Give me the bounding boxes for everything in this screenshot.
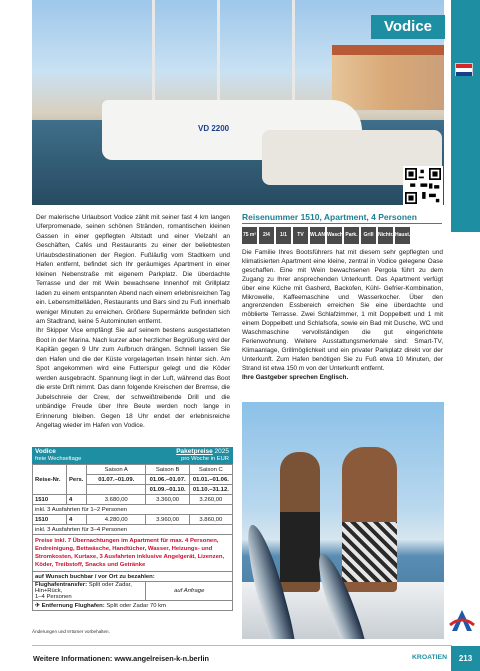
- cell-price-a: 3.680,00: [87, 495, 146, 505]
- col-season-b: Saison B: [146, 465, 189, 475]
- distance-cell: ✈ Entfernung Flughafen: Split oder Zadar 70 km: [33, 601, 233, 611]
- grill-icon: Grill: [361, 227, 376, 244]
- sidebar-band: [451, 82, 480, 232]
- dates-a: [87, 485, 146, 495]
- no-smoking-icon: Nichtr.: [378, 227, 393, 244]
- page-title: Vodice: [371, 15, 445, 39]
- offer-description: [242, 249, 443, 383]
- transfer-price: auf Anfrage: [146, 582, 233, 601]
- inclusive-text: Preise inkl. 7 Übernachtungen im Apartment für max. 4 Personen, Endreinigung, Bettwäsche, Handtücher, Wasser, Heizungs- und Stromkosten, Kurtaxe, 3 Ausfahrten inklusive Angelgerät, Lizenzen, Köder, Treibstoff, Snacks und Getränke: [33, 535, 233, 572]
- col-season-c: Saison C: [189, 465, 232, 475]
- divider: [32, 645, 452, 646]
- croatia-flag-icon: [455, 63, 473, 76]
- intro-text: [36, 213, 230, 430]
- table-price-title: Paketpreise 2025: [176, 448, 229, 455]
- host-language: Ihre Gastgeber sprechen Englisch.: [242, 373, 349, 381]
- disclaimer: Änderungen und Irrtümer vorbehalten.: [32, 629, 110, 634]
- intro-paragraph: Ihr Skipper Vice empfängt Sie auf seinem bestens ausgestatteten Boot in der Marina. Nach kurzer aber herzlicher Begrüßung wird der Kapitän gegen 9 Uhr zum Aufbruch drängen. Schnell lassen Sie den Hafen und die der Küste vorgelagerten Inseln hinter sich. Am Spot angekommen wird eine Futterspur gelegt und die Köder werden ausgebracht. Spannung liegt in der Luft, während das Boot die erste Drift nimmt. Das dann folgende Kreischen der Bremse, die Jubelschreie der Crew, der schweißtreibende Drill und die unbändige Freude über Ihre Beute werden noch lange in Erinnerung bleiben. Gegen 18 Uhr endet der erlebnisreiche Angeltag wieder im Hafen von Vodice.: [36, 327, 230, 429]
- col-season-a: Saison A: [87, 465, 146, 475]
- inclusive-row: [33, 535, 233, 572]
- transfer-cell: Flughafentransfer: Split oder Zadar, Hin+Rück, 1–4 Personen: [33, 582, 146, 601]
- cell-incl: inkl. 3 Ausfahrten für 3–4 Personen: [33, 525, 233, 535]
- table-row: [33, 495, 233, 505]
- dates-c: 01.10.–31.12.: [189, 485, 232, 495]
- table-row-note: [33, 525, 233, 535]
- price-table-header: [32, 447, 233, 464]
- qr-code-icon[interactable]: [403, 166, 443, 206]
- table-row-note: [33, 505, 233, 515]
- tv-icon: TV: [293, 227, 308, 244]
- side-label: KROATIEN – DALMATIEN: [460, 232, 472, 372]
- dates-b: 01.06.–01.07.: [146, 475, 189, 485]
- parking-icon: Park.: [344, 227, 359, 244]
- page-number: 213: [451, 646, 480, 671]
- cell-price-c: 3.260,00: [189, 495, 232, 505]
- area-icon: 75 m²: [242, 227, 257, 244]
- transfer-row: [33, 582, 233, 601]
- beds-icon: 2/4: [259, 227, 274, 244]
- cell-price-b: 3.360,00: [146, 495, 189, 505]
- table-unit: pro Woche in EUR: [181, 456, 229, 462]
- offer-heading: Reisenummer 1510, Apartment, 4 Personen: [242, 212, 417, 222]
- price-table: [32, 447, 233, 611]
- description-text: Die Familie Ihres Bootsführers hat mit diesem sehr gepflegten und klimatisierten Apartment eine kleine, zentral in Vodice gelegene Oase geschaffen. Eine mit Wein bewachsenen Pergola führt zu dem Zugang zu Ihrer ansprechenden Unterkunft. Das Apartment verfügt über eine Küche mit Gasherd, Backofen, Kühl- Gefrier-Kombination, Mikrowelle, Kaffeemaschine und Wasserkocher. Über den angrenzenden Essbereich erreichen Sie eine überdachte und möblierte Terrasse. Zwei Schlafzimmer, 1 mit Doppelbett und 1 mit einem Doppelbett und Schlafsofa, sowie ein Bad mit Dusche, WC und Waschmaschine vervollständigen die gut eingerichtete Ferienwohnung. Weitere Ausstattungsmerkmale sind: Smart-TV, Klimaanlage, Grillmöglichkeit und ein privater Parkplatz direkt vor der Unterkunft. Zum Hafen benötigen Sie zu Fuß etwa 10 Minuten, der Strand ist etwa 150 m von der Unterkunft entfernt.: [242, 249, 443, 372]
- price-grid: [32, 464, 233, 611]
- dates-c: 01.01.–01.06.: [189, 475, 232, 485]
- table-place: Vodice: [35, 448, 56, 455]
- intro-paragraph: Der malerische Urlaubsort Vodice zählt mit seiner fast 4 km langen Uferpromenade, seinen schönen Stränden, romantischen kleinen Gassen in einer gepflegten Altstadt und einer Vielzahl an Geschäften, Cafés und Restaurants zu einer der beliebtesten Urlaubsdestinationen der Region. Fußläufig vom Stadtkern und Hafen entfernt, befindet sich Ihr geräumiges Apartment in einer kleinen Nebenstraße mit eigenem Parkplatz. Die überdachte Terrasse und der mit Wein bewachsene Innenhof mit Grillplatz laden zu einem entspannten Abend nach einem erlebnisreichen Tag ein. Lebensmittelläden, Restaurants und Bars sind zu Fuß innerhalb weniger Minuten zu erreichen. Größere Supermärkte befinden sich am Stadtrand, keine 5 Autominuten entfernt.: [36, 214, 230, 325]
- washing-machine-icon: Wasch.: [327, 227, 342, 244]
- cell-nr: 1510: [33, 495, 67, 505]
- col-nr: Reise-Nr.: [33, 465, 67, 495]
- table-row: [33, 515, 233, 525]
- cell-price-b: 3.960,00: [146, 515, 189, 525]
- pets-icon: Haust.: [395, 227, 410, 244]
- fishermen-photo: [242, 402, 444, 639]
- shirt: [280, 512, 320, 582]
- wifi-icon: WLAN: [310, 227, 325, 244]
- boat-label: VD 2200: [198, 124, 230, 133]
- footer-website[interactable]: Weitere Informationen: www.angelreisen-k-n.berlin: [33, 654, 209, 663]
- cell-price-a: 4.280,00: [87, 515, 146, 525]
- logo-icon: [448, 607, 476, 635]
- cell-pers: 4: [67, 515, 87, 525]
- rooms-icon: 1/1: [276, 227, 291, 244]
- divider: [242, 223, 442, 224]
- dates-a: 01.07.–01.09.: [87, 475, 146, 485]
- bookable-row: [33, 572, 233, 582]
- cell-pers: 4: [67, 495, 87, 505]
- footer-country: KROATIEN: [412, 654, 447, 661]
- col-pers: Pers.: [67, 465, 87, 495]
- table-header-row: [33, 465, 233, 475]
- bookable-text: auf Wunsch buchbar / vor Ort zu bezahlen:: [33, 572, 233, 582]
- dates-b: 01.09.–01.10.: [146, 485, 189, 495]
- town-buildings: [332, 50, 444, 110]
- cell-price-c: 3.860,00: [189, 515, 232, 525]
- cell-nr: 1510: [33, 515, 67, 525]
- distance-row: [33, 601, 233, 611]
- cell-incl: inkl. 3 Ausfahrten für 1–2 Personen: [33, 505, 233, 515]
- shorts: [342, 522, 397, 582]
- amenity-icons: [242, 227, 442, 245]
- table-season-note: freie Wechseltage: [35, 456, 82, 462]
- roofs: [332, 45, 444, 55]
